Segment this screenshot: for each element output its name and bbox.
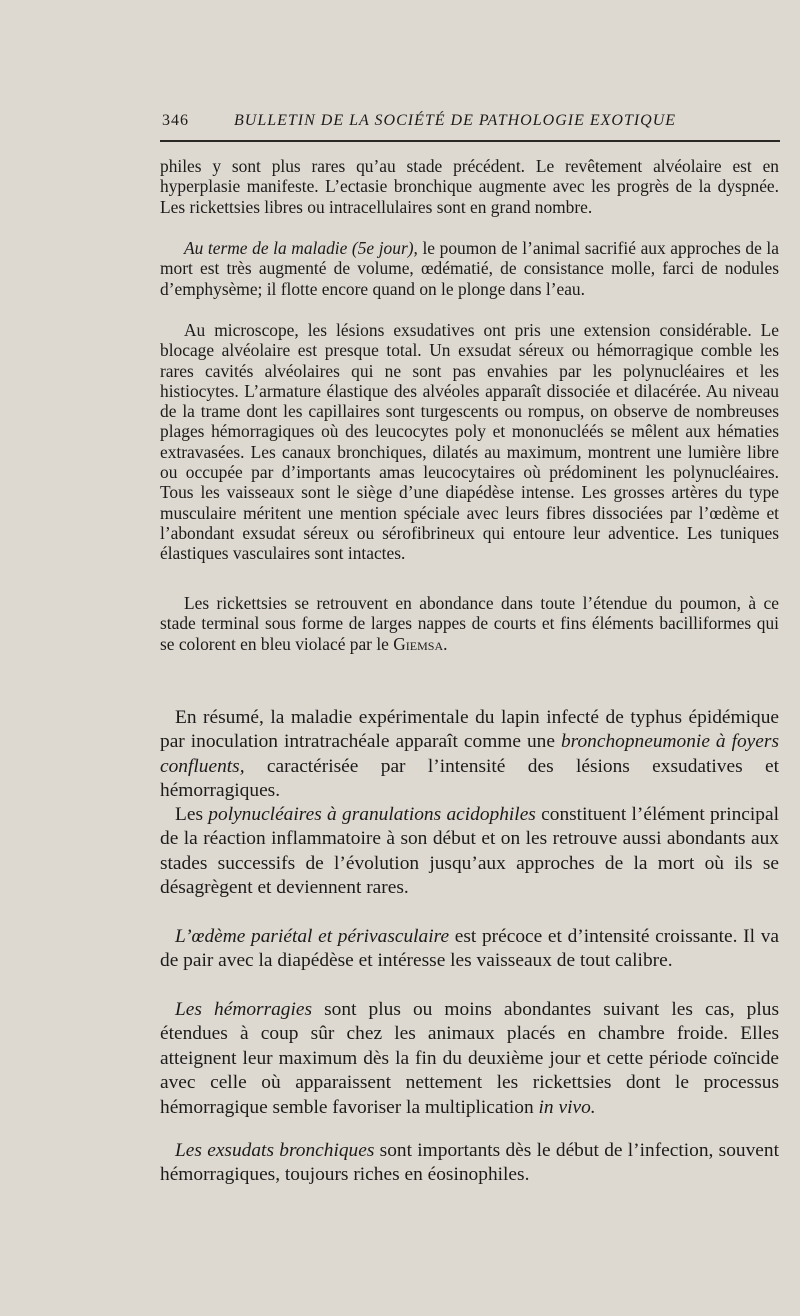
paragraph-end-of-disease: Au terme de la maladie (5e jour), le poumon de l’animal sacrifié aux approches de la mort est très augmenté de volume, œdématié, de consistance molle, farci de nodules d’emphysème; il flotte encore quand on le plonge dans l’eau. xyxy=(160,238,779,299)
journal-title: BULLETIN DE LA SOCIÉTÉ DE PATHOLOGIE EXOTIQUE xyxy=(234,112,677,129)
paragraph-microscope: Au microscope, les lésions exsudatives ont pris une extension considérable. Le blocage alvéolaire est presque total. Un exsudat séreux ou hémorragique comble les rares cavités alvéolaires qui ne sont pas envahies par les polynucléaires et les histiocytes. L’armature élastique des alvéoles apparaît dissociée et dilacérée. Au niveau de la trame dont les capillaires sont turgescents ou rompus, on observe de nombreuses plages hémorragiques où des leucocytes poly et mononucléés se mêlent aux hématies extravasées. Les canaux bronchiques, dilatés au maximum, montrent une lumière libre ou occupée par d’importants amas leucocytaires où prédominent les polynucléaires. Tous les vaisseaux sont le siège d’une diapédèse intense. Les grosses artères du type musculaire méritent une mention spéciale avec leurs fibres dissociées par l’œdème et l’abondant exsudat séreux ou sérofibrineux qui entoure leur adventice. Les tuniques élastiques vasculaires sont intactes. xyxy=(160,320,779,564)
page-number: 346 xyxy=(162,112,189,129)
running-header xyxy=(162,108,778,136)
paragraph-oedema: L’œdème pariétal et périvasculaire est précoce et d’intensité croissante. Il va de pair avec la diapédèse et intéresse les vaisseaux de tout calibre. xyxy=(160,926,779,972)
paragraph-pneumocytes: philes y sont plus rares qu’au stade précédent. Le revêtement alvéolaire est en hyperplasie manifeste. L’ectasie bronchique augmente avec les progrès de la dyspnée. Les rickettsies libres ou intracellulaires sont en grand nombre. xyxy=(160,156,779,217)
header-rule xyxy=(160,140,780,142)
stain-name: Giemsa. xyxy=(393,633,448,654)
paragraph-bronchial-exudates: Les exsudats bronchiques sont importants dès le début de l’infection, souvent hémorragiques, toujours riches en éosinophiles. xyxy=(160,1140,779,1186)
paragraph-summary: En résumé, la maladie expérimentale du lapin infecté de typhus épidémique par inoculation intratrachéale apparaît comme une bronchopneumonie à foyers confluents, caractérisée par l’intensité des lésions exsudatives et hémorragiques. xyxy=(160,707,779,802)
paragraph-haemorrhages: Les hémorragies sont plus ou moins abondantes suivant les cas, plus étendues à coup sûr chez les animaux placés en chambre froide. Elles atteignent leur maximum dès la fin du deuxième jour et cette période coïncide avec celle où apparaissent nettement les rickettsies dont le processus hémorragique semble favoriser la multiplication in vivo. xyxy=(160,999,779,1118)
paragraph-rickettsies: Les rickettsies se retrouvent en abondance dans toute l’étendue du poumon, à ce stade terminal sous forme de larges nappes de courts et fins éléments bacilliformes qui se colorent en bleu violacé par le Giemsa. xyxy=(160,593,779,654)
paragraph-polynuclear: Les polynucléaires à granulations acidophiles constituent l’élément principal de la réaction inflammatoire à son début et on les retrouve aussi abondants aux stades successifs de l’évolution jusqu’aux approches de la mort où ils se désagrègent et deviennent rares. xyxy=(160,804,779,899)
italic-phrase: Au terme de la maladie (5e jour), xyxy=(184,238,418,258)
